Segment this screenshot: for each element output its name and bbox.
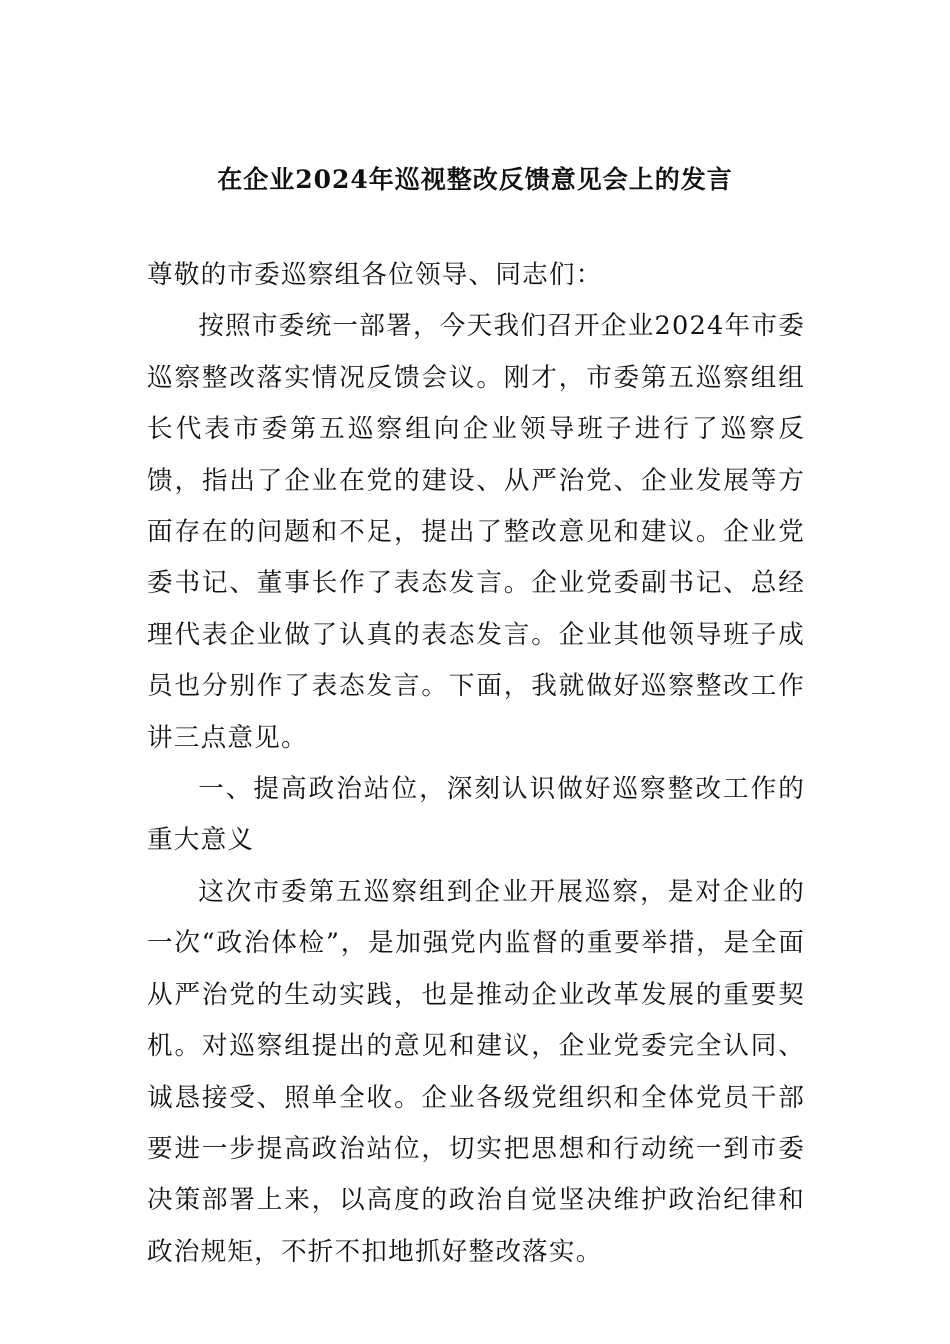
paragraph-section-1: 这次市委第五巡察组到企业开展巡察，是对企业的一次“政治体检”，是加强党内监督的重要举措，是全面从严治党的生动实践，也是推动企业改革发展的重要契机。对巡察组提出的意见和建议，企业党委完全认同、诚恳接受、照单全收。企业各级党组织和全体党员干部要进一步提高政治站位，切实把思想和行动统一到市委决策部署上来，以高度的政治自觉坚决维护政治纪律和政治规矩，不折不扣地抓好整改落实。 bbox=[147, 876, 805, 1267]
salutation: 尊敬的市委巡察组各位领导、同志们： bbox=[147, 260, 603, 290]
section-heading-1: 一、提高政治站位，深刻认识做好巡察整改工作的重大意义 bbox=[147, 774, 805, 856]
document-title: 在企业2024年巡视整改反馈意见会上的发言 bbox=[217, 165, 733, 194]
document-body bbox=[147, 250, 805, 1278]
paragraph-opening: 按照市委统一部署，今天我们召开企业2024年市委巡察整改落实情况反馈会议。刚才，市委第五巡察组组长代表市委第五巡察组向企业领导班子进行了巡察反馈，指出了企业在党的建设、从严治党、企业发展等方面存在的问题和不足，提出了整改意见和建议。企业党委书记、董事长作了表态发言。企业党委副书记、总经理代表企业做了认真的表态发言。企业其他领导班子成员也分别作了表态发言。下面，我就做好巡察整改工作讲三点意见。 bbox=[147, 311, 805, 753]
